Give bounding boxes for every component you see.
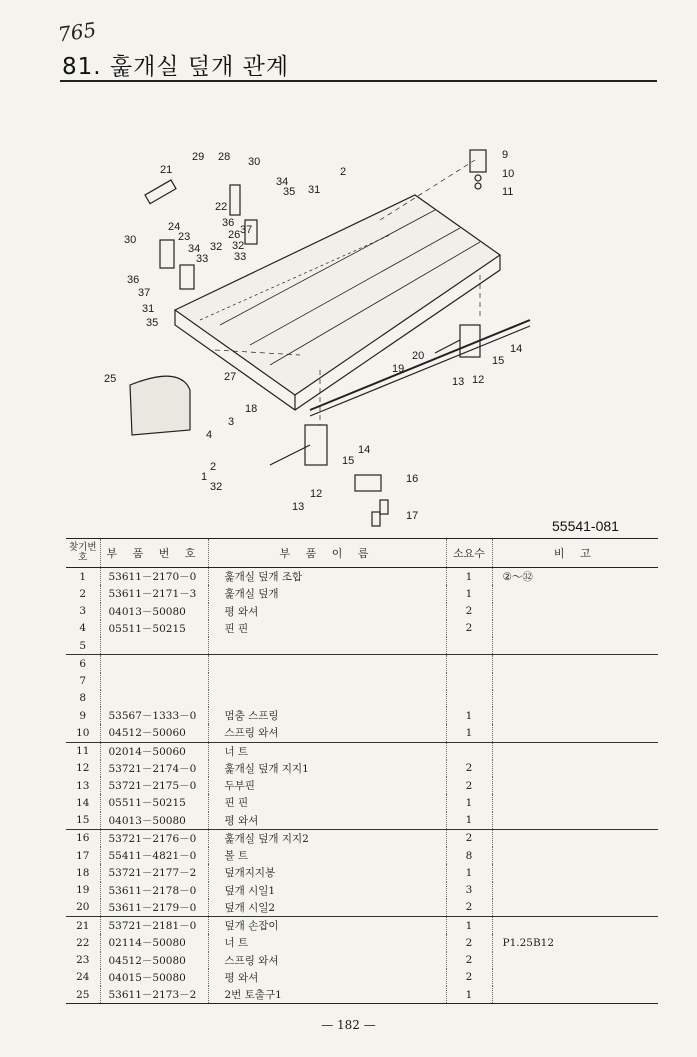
cell-part-number: 53721－2174－0 (100, 760, 208, 777)
cell-part-name: 너 트 (208, 934, 446, 951)
cell-quantity (446, 655, 492, 673)
cell-ref-no: 25 (66, 986, 100, 1004)
cell-ref-no: 11 (66, 742, 100, 760)
cell-part-name (208, 690, 446, 707)
cell-remarks (492, 969, 658, 986)
cell-ref-no: 1 (79, 570, 87, 583)
table-row (66, 707, 658, 724)
cell-part-number (100, 673, 208, 690)
callout-33a: 33 (234, 251, 247, 263)
cell-quantity (446, 690, 492, 707)
callout-20: 20 (412, 350, 425, 362)
cell-quantity: 1 (446, 794, 492, 811)
cell-part-number: 02014－50060 (100, 742, 208, 760)
table-row (66, 794, 658, 811)
cell-part-number: 04512－50080 (100, 952, 208, 969)
table-row (66, 760, 658, 777)
cell-part-number: 53721－2176－0 (100, 829, 208, 847)
cell-part-number: 53721－2181－0 (100, 917, 208, 935)
cell-remarks (492, 917, 658, 935)
cell-part-number: 04013－50080 (100, 603, 208, 620)
cell-ref-no: 12 (76, 762, 90, 775)
cell-quantity: 1 (446, 864, 492, 881)
callout-15b: 15 (342, 455, 355, 467)
table-row (66, 620, 658, 637)
cell-part-name: 훑개실 덮개 조합 (208, 568, 446, 586)
cell-remarks (492, 812, 658, 830)
cell-remarks (492, 707, 658, 724)
cell-remarks: ②～㉜ (492, 568, 658, 586)
cell-ref-no: 20 (76, 901, 90, 914)
callout-18: 18 (245, 403, 258, 415)
callout-4: 4 (206, 429, 213, 441)
table-row (66, 777, 658, 794)
callout-19: 19 (392, 363, 405, 375)
cell-quantity: 2 (446, 760, 492, 777)
cell-quantity: 2 (446, 603, 492, 620)
callout-13a: 13 (452, 376, 465, 388)
table-row (66, 568, 658, 586)
header-qty: 소요수 (446, 539, 492, 568)
callout-3: 3 (228, 416, 235, 428)
cell-quantity: 2 (446, 934, 492, 951)
cell-ref-no: 18 (76, 866, 90, 879)
cell-part-name: 스프링 와셔 (208, 952, 446, 969)
cell-part-name: 평 와셔 (208, 812, 446, 830)
key-1: 1 (201, 471, 208, 483)
cell-remarks (492, 690, 658, 707)
cell-part-number: 02114－50080 (100, 934, 208, 951)
cell-ref-no: 3 (79, 605, 87, 618)
table-row (66, 585, 658, 602)
cell-part-name: 훑개실 덮개 지지1 (208, 760, 446, 777)
cell-remarks (492, 585, 658, 602)
cell-ref-no: 13 (76, 779, 90, 792)
cell-quantity: 1 (446, 585, 492, 602)
cell-remarks (492, 742, 658, 760)
table-row (66, 847, 658, 864)
cell-part-name: 2번 토출구1 (208, 986, 446, 1004)
parts-table-header (66, 539, 658, 568)
table-row (66, 690, 658, 707)
cell-quantity: 2 (446, 829, 492, 847)
cell-part-name: 멈춤 스프링 (208, 707, 446, 724)
cell-quantity: 2 (446, 777, 492, 794)
cell-remarks (492, 655, 658, 673)
cell-remarks (492, 777, 658, 794)
cell-remarks (492, 603, 658, 620)
header-part-name: 부 품 이 름 (208, 539, 446, 568)
table-row (66, 812, 658, 830)
callout-12b: 12 (310, 488, 323, 500)
cell-ref-no: 22 (76, 936, 90, 949)
callout-13b: 13 (292, 501, 305, 513)
handwritten-page-note: 765 (56, 17, 98, 47)
cell-quantity (446, 673, 492, 690)
callout-30b: 30 (124, 234, 137, 246)
cell-part-name (208, 637, 446, 655)
callout-37a: 37 (240, 224, 253, 236)
cell-quantity: 3 (446, 882, 492, 899)
callout-33b: 33 (196, 253, 209, 265)
cell-part-name: 덮개 손잡이 (208, 917, 446, 935)
callout-17: 17 (406, 510, 419, 522)
cell-remarks (492, 986, 658, 1004)
cell-quantity: 1 (446, 724, 492, 742)
callout-22: 22 (215, 201, 228, 213)
parts-table (66, 538, 658, 1004)
table-row (66, 917, 658, 935)
cell-part-number: 05511－50215 (100, 620, 208, 637)
cell-ref-no: 17 (76, 849, 90, 862)
table-row (66, 864, 658, 881)
cell-remarks (492, 899, 658, 917)
cell-part-name (208, 673, 446, 690)
callout-26: 26 (228, 229, 241, 241)
cell-quantity: 2 (446, 620, 492, 637)
cell-quantity: 1 (446, 707, 492, 724)
cell-part-name: 너 트 (208, 742, 446, 760)
cell-remarks (492, 760, 658, 777)
callout-34a: 34 (276, 176, 289, 188)
cell-part-name: 두부핀 (208, 777, 446, 794)
cell-part-name: 평 와셔 (208, 603, 446, 620)
callout-29: 29 (192, 151, 205, 163)
cell-part-name: 덮개 시일2 (208, 899, 446, 917)
cell-part-number: 53611－2171－3 (100, 585, 208, 602)
header-part-no: 부 품 번 호 (100, 539, 208, 568)
callout-31b: 31 (142, 303, 155, 315)
cover-assembly-drawing (130, 150, 530, 526)
callout-23: 23 (178, 231, 191, 243)
cell-part-name: 핀 핀 (208, 620, 446, 637)
callout-36b: 36 (127, 274, 140, 286)
cell-remarks (492, 673, 658, 690)
table-row (66, 742, 658, 760)
cell-remarks (492, 864, 658, 881)
cell-part-number (100, 690, 208, 707)
cell-part-name: 평 와셔 (208, 969, 446, 986)
page-title: 81. 훑개실 덮개 관계 (62, 54, 290, 80)
table-row (66, 952, 658, 969)
cell-remarks (492, 794, 658, 811)
callout-37b: 37 (138, 287, 151, 299)
page-number: — 182 — (321, 1018, 376, 1032)
cell-part-number: 04015－50080 (100, 969, 208, 986)
figure-code: 55541-081 (552, 518, 619, 534)
callout-32a: 32 (210, 241, 223, 253)
cell-ref-no: 19 (76, 884, 90, 897)
callout-32b: 32 (232, 240, 245, 252)
callout-12a: 12 (472, 374, 485, 386)
table-row (66, 969, 658, 986)
callout-27: 27 (224, 371, 237, 383)
cell-ref-no: 16 (66, 829, 100, 847)
cell-quantity: 8 (446, 847, 492, 864)
cell-ref-no: 23 (76, 954, 90, 967)
callout-28: 28 (218, 151, 231, 163)
cell-quantity: 1 (446, 568, 492, 586)
cell-remarks (492, 882, 658, 899)
cell-part-name: 핀 핀 (208, 794, 446, 811)
cell-part-name: 훑개실 덮개 (208, 585, 446, 602)
cell-ref-no: 6 (66, 655, 100, 673)
header-ref-no: 찾기번호 (66, 539, 100, 568)
table-row (66, 899, 658, 917)
cell-part-name (208, 655, 446, 673)
cell-remarks (492, 952, 658, 969)
cell-quantity: 1 (446, 986, 492, 1004)
cell-quantity (446, 637, 492, 655)
key-2: 2 (210, 461, 217, 473)
table-row (66, 986, 658, 1004)
callout-36a: 36 (222, 217, 235, 229)
callout-10: 10 (502, 168, 515, 180)
table-row (66, 655, 658, 673)
cell-remarks (492, 637, 658, 655)
cell-ref-no: 9 (79, 709, 87, 722)
callout-15a: 15 (492, 355, 505, 367)
table-row (66, 724, 658, 742)
table-row (66, 829, 658, 847)
table-row (66, 934, 658, 951)
cell-ref-no: 24 (76, 971, 90, 984)
callout-35a: 35 (283, 186, 296, 198)
cell-part-number: 53721－2175－0 (100, 777, 208, 794)
cell-part-name: 스프링 와셔 (208, 724, 446, 742)
callout-16: 16 (406, 473, 419, 485)
cell-ref-no: 10 (76, 726, 90, 739)
callout-24: 24 (168, 221, 181, 233)
cell-ref-no: 2 (79, 587, 87, 600)
cell-part-name: 덮개지지봉 (208, 864, 446, 881)
callout-11: 11 (502, 186, 514, 198)
cell-part-name: 훑개실 덮개 지지2 (208, 829, 446, 847)
cell-ref-no: 21 (66, 917, 100, 935)
cell-quantity: 2 (446, 899, 492, 917)
cell-quantity (446, 742, 492, 760)
cell-part-number: 53611－2179－0 (100, 899, 208, 917)
exploded-parts-diagram (60, 140, 640, 540)
cell-ref-no: 15 (76, 814, 90, 827)
cell-ref-no: 5 (79, 639, 87, 652)
title-divider (60, 80, 657, 82)
table-row (66, 673, 658, 690)
table-row (66, 603, 658, 620)
cell-part-number: 55411－4821－0 (100, 847, 208, 864)
cell-ref-no: 8 (79, 692, 87, 705)
callout-14b: 14 (358, 444, 371, 456)
cell-remarks (492, 620, 658, 637)
cell-part-number (100, 655, 208, 673)
cell-part-number: 05511－50215 (100, 794, 208, 811)
cell-part-number: 53611－2178－0 (100, 882, 208, 899)
table-row (66, 637, 658, 655)
cell-part-name: 볼 트 (208, 847, 446, 864)
cell-ref-no: 7 (79, 675, 87, 688)
cell-part-number: 53721－2177－2 (100, 864, 208, 881)
cell-quantity: 1 (446, 917, 492, 935)
callout-25: 25 (104, 373, 117, 385)
cell-part-name: 덮개 시일1 (208, 882, 446, 899)
table-row (66, 882, 658, 899)
cell-ref-no: 14 (76, 796, 90, 809)
callout-34b: 34 (188, 243, 201, 255)
callout-35b: 35 (146, 317, 159, 329)
cell-ref-no: 4 (79, 622, 87, 635)
cell-part-number: 04512－50060 (100, 724, 208, 742)
cell-quantity: 2 (446, 969, 492, 986)
cell-remarks (492, 829, 658, 847)
callout-14a: 14 (510, 343, 523, 355)
cell-part-number: 53611－2173－2 (100, 986, 208, 1004)
cell-part-number: 53567－1333－0 (100, 707, 208, 724)
callout-30a: 30 (248, 156, 261, 168)
cell-remarks: P1.25B12 (492, 934, 658, 951)
cell-part-number (100, 637, 208, 655)
callout-21: 21 (160, 164, 173, 176)
cell-part-number: 53611－2170－0 (100, 568, 208, 586)
callout-9: 9 (502, 149, 509, 161)
cell-part-number: 04013－50080 (100, 812, 208, 830)
cell-remarks (492, 724, 658, 742)
cell-quantity: 1 (446, 812, 492, 830)
callout-2: 2 (340, 166, 347, 178)
callout-31a: 31 (308, 184, 321, 196)
header-remarks: 비 고 (492, 539, 658, 568)
cell-remarks (492, 847, 658, 864)
cell-quantity: 2 (446, 952, 492, 969)
key-32: 32 (210, 481, 223, 493)
